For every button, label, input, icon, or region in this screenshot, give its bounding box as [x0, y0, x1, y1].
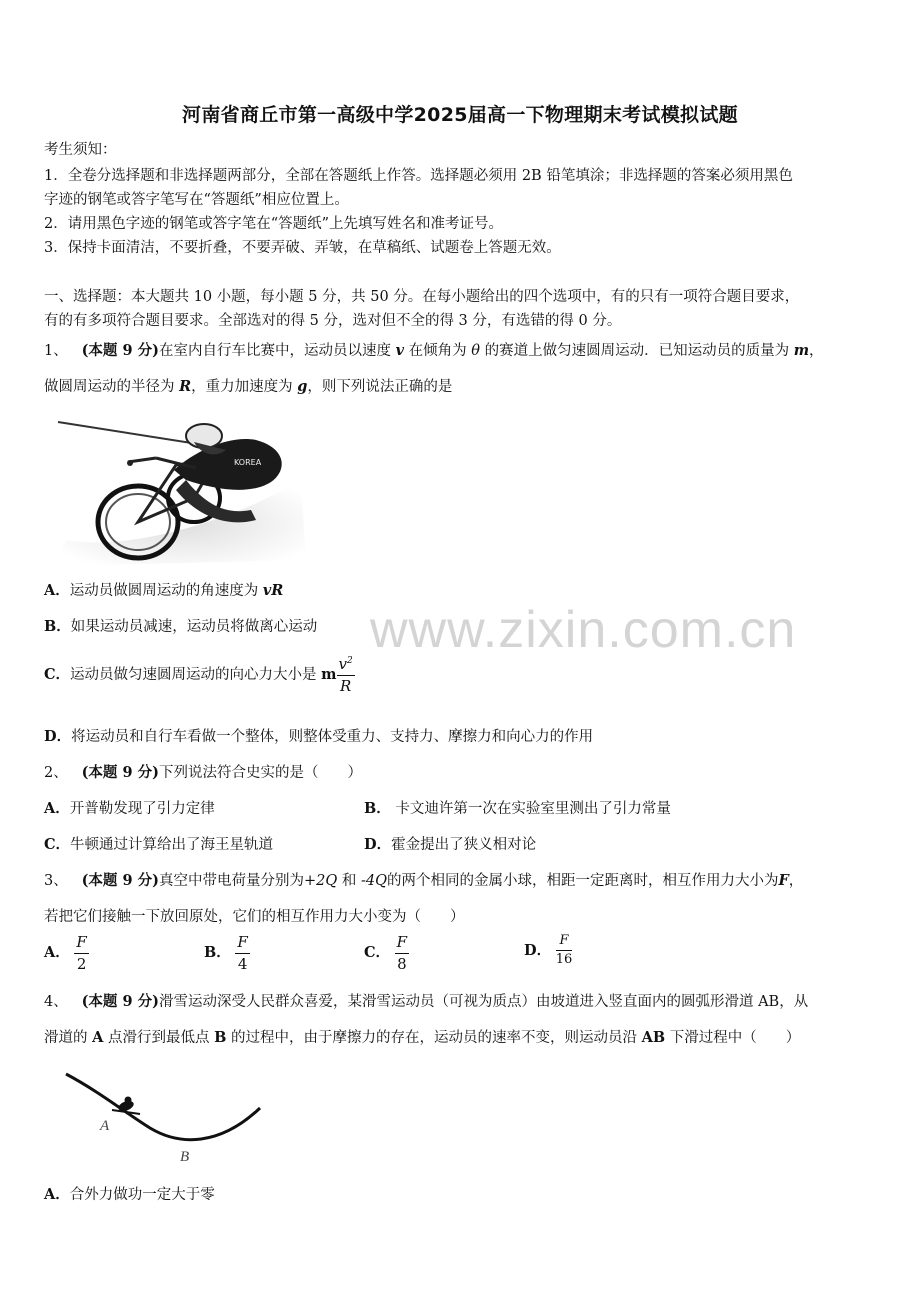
label-a: A: [100, 1118, 110, 1134]
cyclist-image: [56, 410, 308, 566]
notice-item-2: 2．请用黑色字迹的钢笔或答字笔在“答题纸”上先填写姓名和准考证号。: [44, 216, 504, 232]
q4-number: 4、: [44, 994, 68, 1010]
q1-option-a[interactable]: [44, 579, 283, 600]
q3-text: 和: [341, 873, 357, 889]
option-label: D．: [364, 836, 392, 853]
q4-line-2: [44, 1026, 800, 1047]
q4-text: 下滑过程中（ ）: [665, 1030, 801, 1046]
section-1-line-1: 一、选择题：本大题共 10 小题，每小题 5 分，共 50 分。在每小题给出的四个选项中，有的只有一项符合题目要求，: [44, 289, 800, 305]
q1-option-d[interactable]: [44, 725, 593, 746]
option-label: A．: [44, 1186, 70, 1203]
q3-charge-1: +2Q: [303, 873, 338, 889]
q3-option-c-fraction: [395, 934, 409, 972]
q1-var-g: g: [297, 378, 308, 395]
option-text: 合外力做功一定大于零: [69, 1187, 215, 1203]
q2-score-tag: (本题 9 分): [81, 764, 159, 781]
watermark: www.zixin.com.cn: [370, 601, 797, 659]
option-label: C．: [364, 944, 391, 961]
q3-line-1: [44, 869, 803, 890]
q4-segment-ab: AB: [641, 1029, 666, 1046]
q2-option-a[interactable]: [44, 797, 215, 818]
option-label: A．: [44, 944, 70, 961]
q4-point-a: A: [92, 1029, 104, 1046]
q3-option-b[interactable]: [204, 934, 250, 972]
option-label: B．: [44, 618, 71, 635]
q4-text: 点滑行到最低点: [103, 1030, 215, 1046]
option-label: C．: [44, 836, 71, 853]
q4-text: 滑雪运动深受人民群众喜爱，某滑雪运动员（可视为质点）由坡道进入竖直面内的圆弧形滑道 AB，从: [158, 994, 809, 1010]
q3-score-tag: (本题 9 分): [81, 872, 159, 889]
option-label: D．: [524, 941, 552, 959]
q2-option-c[interactable]: [44, 833, 273, 854]
q3-option-d-fraction: [556, 934, 573, 968]
q1-text: 在室内自行车比赛中，运动员以速度: [158, 343, 391, 359]
fraction-numerator: F: [74, 934, 88, 954]
option-text: 霍金提出了狭义相对论: [391, 837, 537, 853]
q2-number: 2、: [44, 765, 68, 781]
fraction-denominator: 2: [76, 954, 87, 973]
fraction-numerator: F: [235, 934, 249, 954]
q1-option-b[interactable]: [44, 615, 317, 636]
q3-text: 的两个相同的金属小球，相距一定距离时，相互作用力大小为: [386, 873, 779, 889]
fraction-exponent: 2: [346, 656, 353, 666]
option-text: 运动员做圆周运动的角速度为: [69, 583, 259, 599]
label-b: B: [180, 1149, 190, 1165]
q1-line-1: [44, 339, 824, 360]
q1-option-c-m: m: [321, 666, 337, 683]
q1-text: ，: [809, 343, 824, 359]
q3-option-a-fraction: [74, 934, 88, 972]
q4-option-a[interactable]: [44, 1183, 215, 1204]
q3-number: 3、: [44, 873, 68, 889]
option-text: 开普勒发现了引力定律: [69, 801, 215, 817]
fraction-denominator: 4: [237, 954, 248, 973]
q1-text: 的赛道上做匀速圆周运动．已知运动员的质量为: [484, 343, 790, 359]
q4-text: 滑道的: [44, 1030, 93, 1046]
q1-var-m: m: [793, 342, 810, 359]
q3-option-b-fraction: [235, 934, 249, 972]
section-1-line-2: 有的有多项符合题目要求。全部选对的得 5 分，选对但不全的得 3 分，有选错的得 0 分。: [44, 313, 622, 329]
q2-option-d[interactable]: [364, 833, 536, 854]
notice-heading: 考生须知：: [44, 142, 117, 158]
q1-option-c-fraction: [337, 656, 355, 694]
exam-title: 河南省商丘市第一高级中学2025届高一下物理期末考试模拟试题: [182, 104, 738, 126]
q1-var-v: v: [395, 342, 405, 359]
fraction-denominator: 16: [555, 952, 573, 968]
option-text: 将运动员和自行车看做一个整体，则整体受重力、支持力、摩擦力和向心力的作用: [71, 729, 594, 745]
q3-line-2: 若把它们接触一下放回原处，它们的相互作用力大小变为（ ）: [44, 909, 465, 925]
option-text: 卡文迪许第一次在实验室里测出了引力常量: [395, 801, 671, 817]
q1-text: 在倾角为: [408, 343, 467, 359]
option-label: C．: [44, 666, 71, 683]
q3-option-a[interactable]: [44, 934, 89, 972]
fraction-numerator: F: [395, 934, 409, 954]
option-text: 牛顿通过计算给出了海王星轨道: [70, 837, 274, 853]
fraction-numerator: F: [556, 934, 573, 951]
option-label: B．: [204, 944, 231, 961]
q1-number: 1、: [44, 343, 68, 359]
q1-text: ，则下列说法正确的是: [307, 379, 453, 395]
q1-var-theta: θ: [471, 343, 480, 359]
q3-text: 真空中带电荷量分别为: [158, 873, 304, 889]
option-label: D．: [44, 728, 72, 745]
fraction-numerator: v: [338, 655, 347, 673]
q2-text: 下列说法符合史实的是（ ）: [158, 765, 362, 781]
slope-arc: [66, 1074, 260, 1140]
q4-line-1: [44, 990, 808, 1011]
option-label: A．: [44, 582, 70, 599]
q3-var-f: F: [778, 872, 789, 889]
q3-charge-2: -4Q: [360, 873, 387, 889]
option-label: A．: [44, 800, 70, 817]
q1-option-c[interactable]: [44, 656, 355, 694]
fraction-denominator: R: [339, 676, 352, 695]
q1-var-r: R: [179, 378, 192, 395]
q2-stem: [44, 761, 362, 782]
ski-slope-diagram: [60, 1066, 270, 1166]
notice-item-3: 3．保持卡面清洁，不要折叠，不要弄破、弄皱，在草稿纸、试题卷上答题无效。: [44, 240, 561, 256]
q1-line-2: [44, 375, 452, 396]
q2-option-b[interactable]: [364, 797, 671, 818]
q1-score-tag: (本题 9 分): [81, 342, 159, 359]
option-label: B．: [364, 800, 391, 817]
q3-option-c[interactable]: [364, 934, 409, 972]
q4-score-tag: (本题 9 分): [81, 993, 159, 1010]
svg-text:KOREA: KOREA: [234, 458, 262, 467]
q1-text: 做圆周运动的半径为: [44, 379, 175, 395]
q1-option-a-var: vR: [262, 582, 284, 599]
q1-text: ，重力加速度为: [191, 379, 293, 395]
q4-point-b: B: [214, 1029, 227, 1046]
q4-text: 的过程中，由于摩擦力的存在，运动员的速率不变，则运动员沿: [226, 1030, 642, 1046]
q3-text: ，: [788, 873, 804, 889]
notice-item-1-line-1: 1．全卷分选择题和非选择题两部分，全部在答题纸上作答。选择题必须用 2B 铅笔填涂；非选择题的答案必须用黑色: [44, 168, 793, 184]
notice-item-1-line-2: 字迹的钢笔或答字笔写在“答题纸”相应位置上。: [44, 192, 349, 208]
q3-option-d[interactable]: [524, 934, 572, 968]
option-text: 运动员做匀速圆周运动的向心力大小是: [70, 667, 317, 683]
fraction-denominator: 8: [397, 954, 407, 973]
option-text: 如果运动员减速，运动员将做离心运动: [70, 619, 318, 635]
